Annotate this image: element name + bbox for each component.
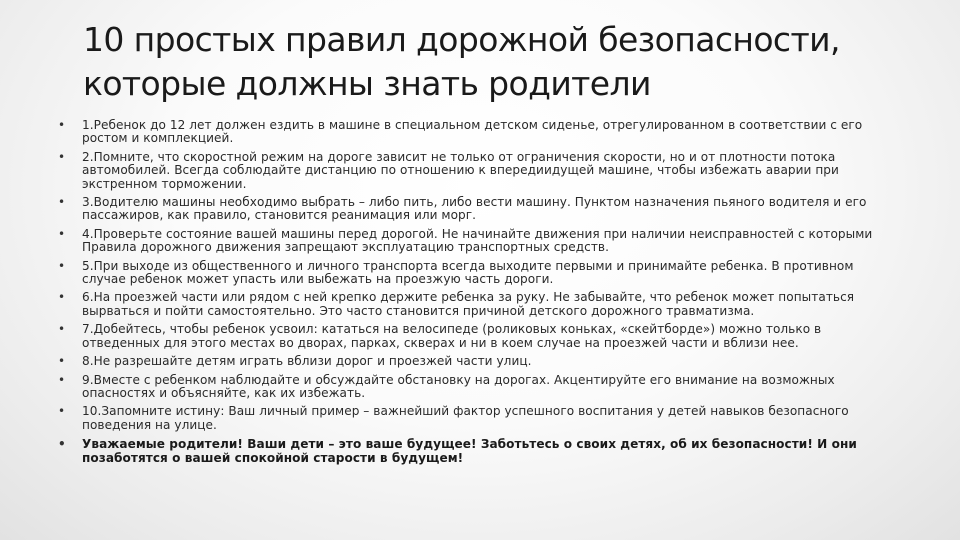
- bullet-icon: •: [58, 354, 66, 369]
- rule-item-7: [58, 323, 878, 350]
- rule-item-2: [58, 151, 878, 191]
- rule-text: 6.На проезжей части или рядом с ней крепко держите ребенка за руку. Не забывайте, что ребенок может попытаться вырваться и пойти самостоятельно. Это часто становится причиной детского дорожного травматизма.: [82, 290, 855, 318]
- rule-item-1: [58, 119, 878, 146]
- rule-item-8: [58, 355, 878, 368]
- bullet-icon: •: [58, 322, 66, 337]
- rule-item-4: [58, 228, 878, 255]
- rule-text: 2.Помните, что скоростной режим на дороге зависит не только от ограничения скорости, но и от плотности потока автомобилей. Всегда соблюдайте дистанцию по отношению к впередиидущей машине, чтобы избежать аварии при экстренном торможении.: [82, 149, 839, 191]
- rule-item-6: [58, 291, 878, 318]
- rule-text: 7.Добейтесь, чтобы ребенок усвоил: кататься на велосипеде (роликовых коньках, «скейтборде») можно только в отведенных для этого местах во дворах, парках, скверах и ни в коем случае на проезжей части и вблизи нее.: [82, 322, 822, 350]
- rules-list: [58, 119, 878, 470]
- rule-text: 1.Ребенок до 12 лет должен ездить в машине в специальном детском сиденье, отрегулированном в соответствии с его ростом и комплекцией.: [82, 118, 863, 146]
- rule-text: 9.Вместе с ребенком наблюдайте и обсуждайте обстановку на дорогах. Акцентируйте его внимание на возможных опасностях и объясняйте, как их избежать.: [82, 372, 835, 400]
- closing-appeal: [58, 438, 878, 465]
- rule-text: 4.Проверьте состояние вашей машины перед дорогой. Не начинайте движения при наличии неисправностей с которыми Правила дорожного движения запрещают эксплуатацию транспортных средств.: [82, 226, 873, 255]
- slide-title: [83, 18, 943, 106]
- bullet-icon: •: [58, 437, 66, 452]
- rule-item-3: [58, 196, 878, 223]
- slide-title-line-1: 10 простых правил дорожной безопасности,: [83, 20, 840, 59]
- bullet-icon: •: [58, 118, 66, 132]
- rule-item-9: [58, 374, 878, 401]
- rule-item-10: [58, 405, 878, 432]
- rule-text: 5.При выходе из общественного и личного транспорта всегда выходите первыми и принимайте ребенка. В противном случае ребенок может упасть или выбежать на проезжую часть дороги.: [82, 258, 854, 287]
- bullet-icon: •: [58, 226, 66, 241]
- closing-text: Уважаемые родители! Ваши дети – это ваше будущее! Заботьтесь о своих детях, об их безопасности! И они позаботятся о вашей спокойной старости в будущем!: [82, 437, 857, 465]
- bullet-icon: •: [58, 258, 66, 273]
- bullet-icon: •: [58, 290, 66, 305]
- bullet-icon: •: [58, 195, 66, 210]
- bullet-icon: •: [58, 149, 66, 164]
- rule-text: 3.Водителю машины необходимо выбрать – либо пить, либо вести машину. Пунктом назначения пьяного водителя и его пассажиров, как правило, становится реанимация или морг.: [82, 195, 867, 223]
- bullet-icon: •: [58, 404, 66, 419]
- bullet-icon: •: [58, 372, 66, 387]
- rule-text: 10.Запомните истину: Ваш личный пример – важнейший фактор успешного воспитания у детей навыков безопасного поведения на улице.: [82, 404, 849, 432]
- slide-title-line-2: которые должны знать родители: [83, 64, 651, 103]
- rule-text: 8.Не разрешайте детям играть вблизи дорог и проезжей части улиц.: [82, 354, 532, 369]
- rule-item-5: [58, 260, 878, 287]
